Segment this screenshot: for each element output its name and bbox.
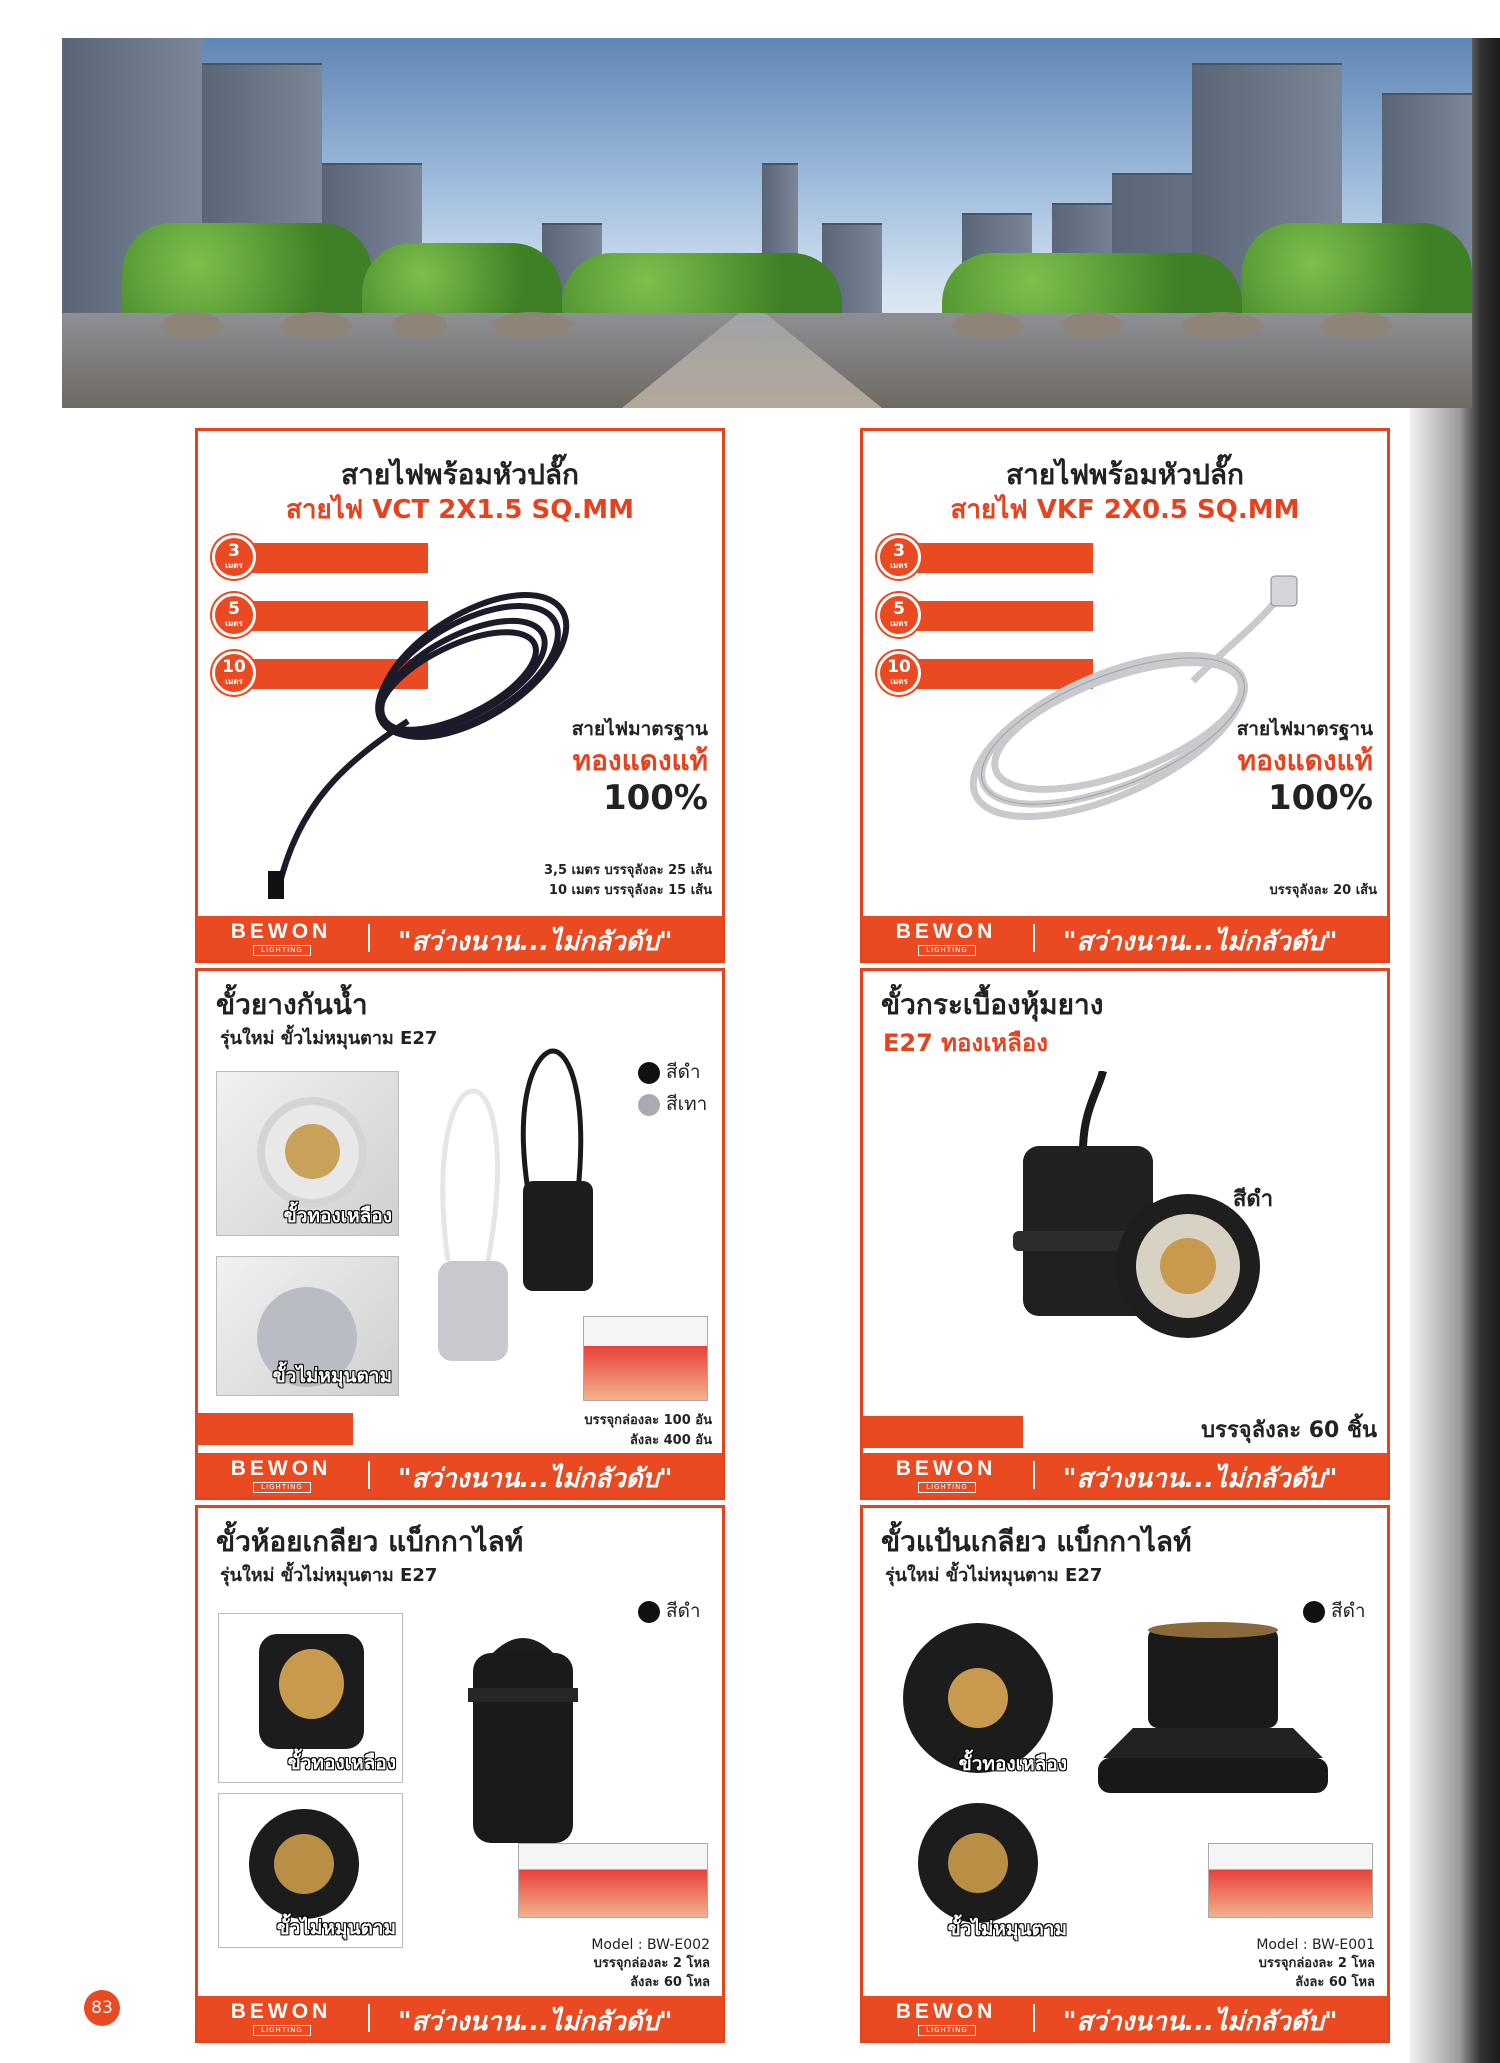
length-badge: 10 เมตร (212, 651, 256, 695)
color-option-black: สีดำ (638, 1596, 701, 1626)
bewon-logo: BEWON (895, 2000, 997, 2023)
length-badge: 3 เมตร (212, 535, 256, 579)
slogan: "สว่างนาน...ไม่กลัวดับ" (398, 927, 673, 957)
retail-box-image (518, 1843, 708, 1918)
model-info: Model : BW-E001 บรรจุกล่องละ 2 โหล ลังละ 60 โหล (1256, 1937, 1375, 1990)
bewon-logo: BEWON (230, 920, 332, 943)
brand-footer: BEWON LIGHTING "สว่างนาน...ไม่กลัวดับ" (198, 1996, 722, 2040)
card-subtitle: รุ่นใหม่ ขั้วไม่หมุนตาม E27 (220, 1028, 438, 1049)
page-number: 83 (84, 1990, 120, 2026)
brass-contact-photo: ขั้วทองเหลือง (216, 1071, 399, 1236)
packaging-info: บรรจุลังละ 20 เส้น (1269, 883, 1377, 898)
bewon-logo: BEWON (230, 1457, 332, 1480)
length-badge: 3 เมตร (877, 535, 921, 579)
brand-footer: BEWON LIGHTING "สว่างนาน...ไม่กลัวดับ" (863, 1996, 1387, 2040)
card-subtitle: สายไฟ VCT 2X1.5 SQ.MM (286, 495, 634, 525)
product-card-vct-cable (195, 428, 725, 963)
slogan: "สว่างนาน...ไม่กลัวดับ" (1063, 1464, 1338, 1494)
color-option-grey: สีเทา (638, 1089, 707, 1119)
product-card-waterproof-socket (195, 968, 725, 1500)
card-subtitle: รุ่นใหม่ ขั้วไม่หมุนตาม E27 (885, 1565, 1103, 1586)
copper-standard-note: สายไฟมาตรฐาน ทองแดงแท้ 100% (1236, 718, 1373, 818)
product-card-hanging-socket (195, 1505, 725, 2043)
product-card-vkf-cable (860, 428, 1390, 963)
length-badge: 10 เมตร (877, 651, 921, 695)
brand-footer: BEWON LIGHTING "สว่างนาน...ไม่กลัวดับ" (863, 916, 1387, 960)
slogan: "สว่างนาน...ไม่กลัวดับ" (398, 1464, 673, 1494)
packaging-info: 3,5 เมตร บรรจุลังละ 25 เส้น 10 เมตร บรรจุลังละ 15 เส้น (543, 863, 712, 898)
brass-contact-photo: ขั้วทองเหลือง (888, 1613, 1073, 1783)
bewon-logo: BEWON (230, 2000, 332, 2023)
non-rotating-photo: ขั้วไม่หมุนตาม (888, 1793, 1073, 1948)
card-title: สายไฟพร้อมหัวปลั๊ก (341, 458, 579, 491)
flat-socket-image (1093, 1618, 1333, 1798)
length-badge: 5 เมตร (877, 593, 921, 637)
product-card-ceramic-socket (860, 968, 1390, 1500)
color-label: สีดำ (1233, 1187, 1274, 1212)
slogan: "สว่างนาน...ไม่กลัวดับ" (1063, 2007, 1338, 2037)
packaging-info: บรรจุกล่องละ 100 อัน ลังละ 400 อัน (584, 1413, 712, 1448)
brass-contact-photo: ขั้วทองเหลือง (218, 1613, 403, 1783)
packaging-info: บรรจุลังละ 60 ชิ้น (1201, 1418, 1377, 1443)
card-subtitle: รุ่นใหม่ ขั้วไม่หมุนตาม E27 (220, 1565, 438, 1586)
product-card-flat-socket (860, 1505, 1390, 2043)
card-subtitle: E27 ทองเหลือง (883, 1029, 1048, 1057)
black-dot-icon (638, 1601, 660, 1623)
brand-footer: BEWON LIGHTING "สว่างนาน...ไม่กลัวดับ" (198, 916, 722, 960)
card-title: ขั้วยางกันน้ำ (216, 988, 368, 1021)
ceramic-socket-image (1013, 1071, 1273, 1361)
slogan: "สว่างนาน...ไม่กลัวดับ" (398, 2007, 673, 2037)
retail-box-image (583, 1316, 708, 1401)
model-info: Model : BW-E002 บรรจุกล่องละ 2 โหล ลังละ 60 โหล (591, 1937, 710, 1990)
card-title: สายไฟพร้อมหัวปลั๊ก (1006, 458, 1244, 491)
card-title: ขั้วแป้นเกลียว แบ็กกาไลท์ (881, 1525, 1192, 1558)
retail-box-image (1208, 1843, 1373, 1918)
hanging-socket-image (463, 1618, 583, 1848)
non-rotating-photo: ขั้วไม่หมุนตาม (216, 1256, 399, 1396)
socket-pair-image (418, 1031, 598, 1371)
card-subtitle: สายไฟ VKF 2X0.5 SQ.MM (950, 495, 1300, 525)
brand-footer: BEWON LIGHTING "สว่างนาน...ไม่กลัวดับ" (863, 1453, 1387, 1497)
card-title: ขั้วกระเบื้องหุ้มยาง (881, 988, 1104, 1021)
brand-footer: BEWON LIGHTING "สว่างนาน...ไม่กลัวดับ" (198, 1453, 722, 1497)
card-title: ขั้วห้อยเกลียว แบ็กกาไลท์ (216, 1525, 524, 1558)
slogan: "สว่างนาน...ไม่กลัวดับ" (1063, 927, 1338, 957)
grey-dot-icon (638, 1094, 660, 1116)
color-option-black: สีดำ (638, 1057, 701, 1087)
length-badge: 5 เมตร (212, 593, 256, 637)
non-rotating-photo: ขั้วไม่หมุนตาม (218, 1793, 403, 1948)
bewon-logo: BEWON (895, 920, 997, 943)
color-option-black: สีดำ (1303, 1596, 1366, 1626)
bewon-logo: BEWON (895, 1457, 997, 1480)
city-banner-image (62, 38, 1472, 408)
black-dot-icon (638, 1062, 660, 1084)
black-cable-coil-image (268, 571, 578, 901)
copper-standard-note: สายไฟมาตรฐาน ทองแดงแท้ 100% (571, 718, 708, 818)
